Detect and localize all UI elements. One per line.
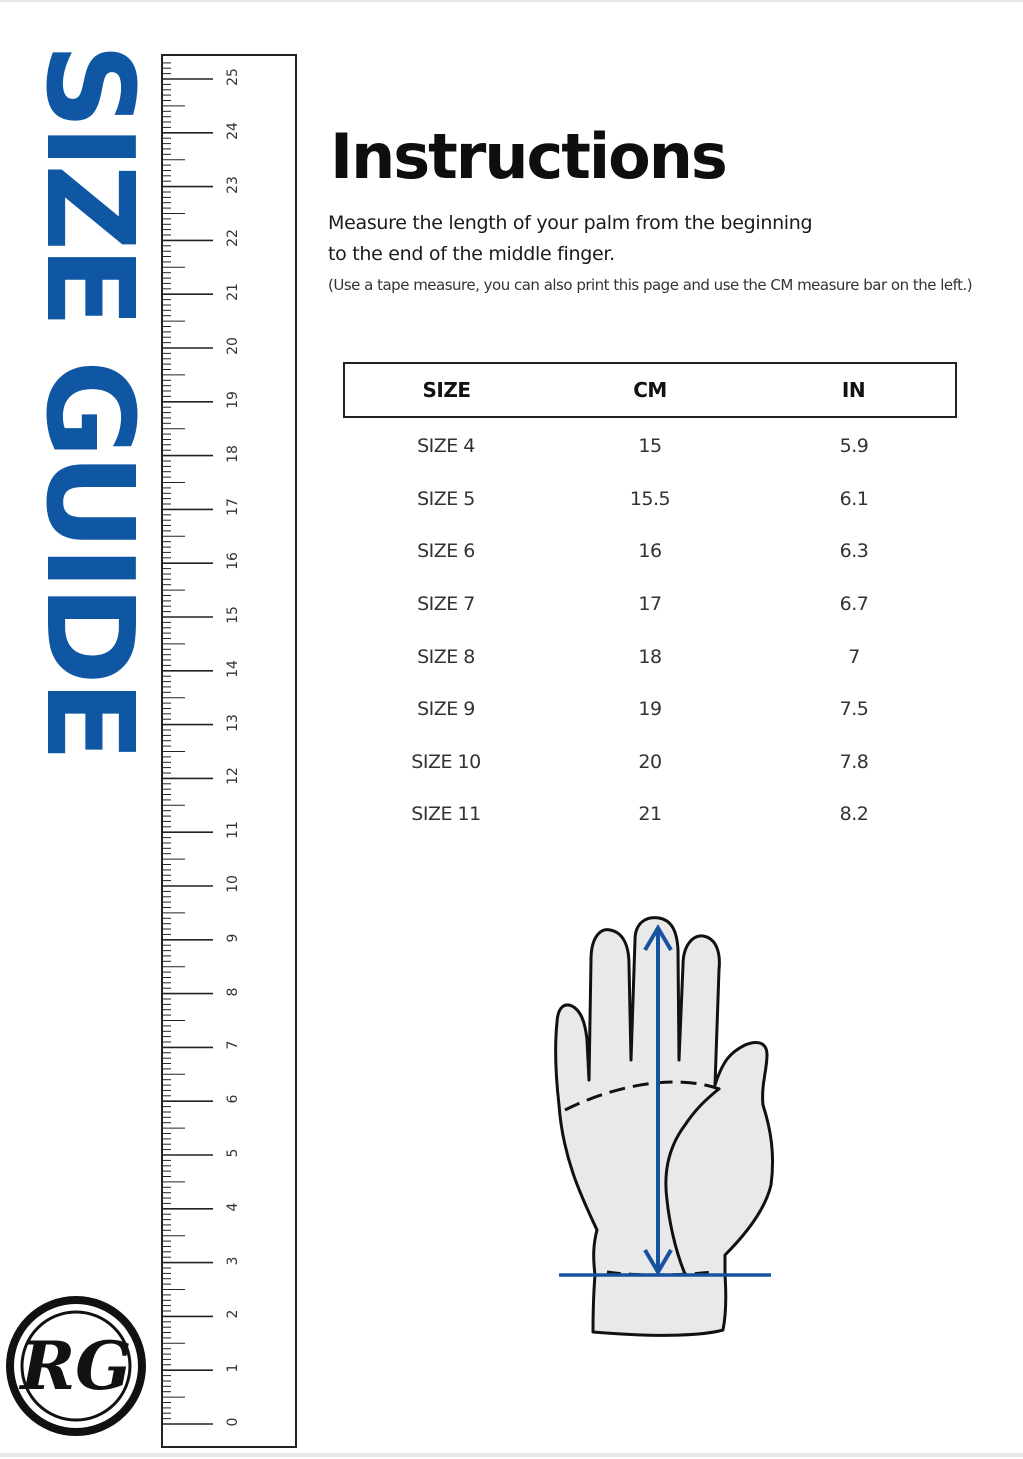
cell-cm: 15 (638, 435, 662, 458)
table-row (344, 683, 956, 736)
instructions-heading: Instructions (330, 120, 726, 193)
cell-size: SIZE 11 (411, 803, 481, 826)
hand-outline (556, 918, 773, 1336)
ruler-label: 25 (225, 68, 241, 86)
ruler-label: 16 (225, 552, 241, 571)
table-row (344, 473, 956, 526)
size-table (343, 362, 957, 841)
header-size: SIZE (344, 363, 548, 417)
ruler-label: 11 (225, 821, 241, 840)
ruler-label: 9 (225, 933, 241, 943)
cell-in: 6.3 (839, 540, 869, 563)
cm-ruler (161, 54, 297, 1448)
cell-size: SIZE 4 (417, 435, 475, 458)
ruler-label: 7 (225, 1040, 241, 1050)
cell-in: 7.8 (839, 750, 869, 773)
ruler-label: 3 (225, 1256, 241, 1266)
ruler-label: 14 (225, 659, 241, 678)
ruler-ticks (163, 56, 299, 1450)
cell-cm: 17 (638, 593, 662, 616)
ruler-label: 21 (225, 283, 241, 302)
logo-text: RG (20, 1327, 132, 1405)
ruler-label: 0 (225, 1417, 241, 1427)
ruler-label: 24 (225, 121, 241, 140)
header-cm: CM (548, 363, 752, 417)
table-header-row (344, 363, 956, 417)
table-row (344, 630, 956, 683)
table-row (344, 578, 956, 631)
cell-size: SIZE 8 (417, 645, 475, 668)
cell-size: SIZE 6 (417, 540, 475, 563)
hand-measure-icon (545, 910, 785, 1350)
cell-cm: 20 (638, 750, 662, 773)
ruler-label: 1 (225, 1363, 241, 1373)
rg-logo (5, 1295, 148, 1438)
ruler-label: 18 (225, 444, 241, 463)
ruler-label: 6 (225, 1094, 241, 1104)
ruler-label: 4 (225, 1202, 241, 1212)
ruler-label: 19 (225, 390, 241, 409)
ruler-label: 13 (225, 713, 241, 732)
cell-in: 7 (848, 645, 860, 668)
cell-in: 6.7 (839, 593, 869, 616)
ruler-label: 2 (225, 1309, 241, 1319)
table-row (344, 736, 956, 789)
cell-in: 8.2 (839, 803, 869, 826)
instructions-line-1: Measure the length of your palm from the beginning (328, 212, 813, 234)
cell-cm: 21 (638, 803, 662, 826)
cell-size: SIZE 7 (417, 593, 475, 616)
ruler-label: 20 (225, 337, 241, 355)
ruler-label: 5 (225, 1148, 241, 1158)
ruler-label: 8 (225, 987, 241, 997)
table-row (344, 788, 956, 841)
ruler-label: 17 (225, 498, 241, 517)
instructions-line-2: to the end of the middle finger. (328, 243, 615, 265)
ruler-label: 12 (225, 767, 241, 786)
cell-cm: 18 (638, 645, 662, 668)
header-in: IN (752, 363, 956, 417)
cell-cm: 16 (638, 540, 662, 563)
bottom-border (0, 1453, 1023, 1457)
cell-size: SIZE 10 (411, 750, 481, 773)
instructions-note: (Use a tape measure, you can also print this page and use the CM measure bar on the left.) (328, 276, 973, 294)
cell-in: 7.5 (839, 698, 869, 721)
table-body (344, 417, 956, 841)
top-border (0, 0, 1023, 2)
table-row (344, 525, 956, 578)
cell-size: SIZE 5 (417, 487, 475, 510)
cell-size: SIZE 9 (417, 698, 475, 721)
cell-cm: 19 (638, 698, 662, 721)
ruler-label: 10 (225, 875, 241, 893)
cell-cm: 15.5 (629, 487, 671, 510)
size-guide-title: SIZE GUIDE (19, 42, 158, 758)
ruler-label: 23 (225, 175, 241, 194)
cell-in: 6.1 (839, 487, 869, 510)
ruler-label: 22 (225, 229, 241, 248)
ruler-label: 15 (225, 606, 241, 624)
cell-in: 5.9 (839, 435, 869, 458)
table-row (344, 417, 956, 473)
